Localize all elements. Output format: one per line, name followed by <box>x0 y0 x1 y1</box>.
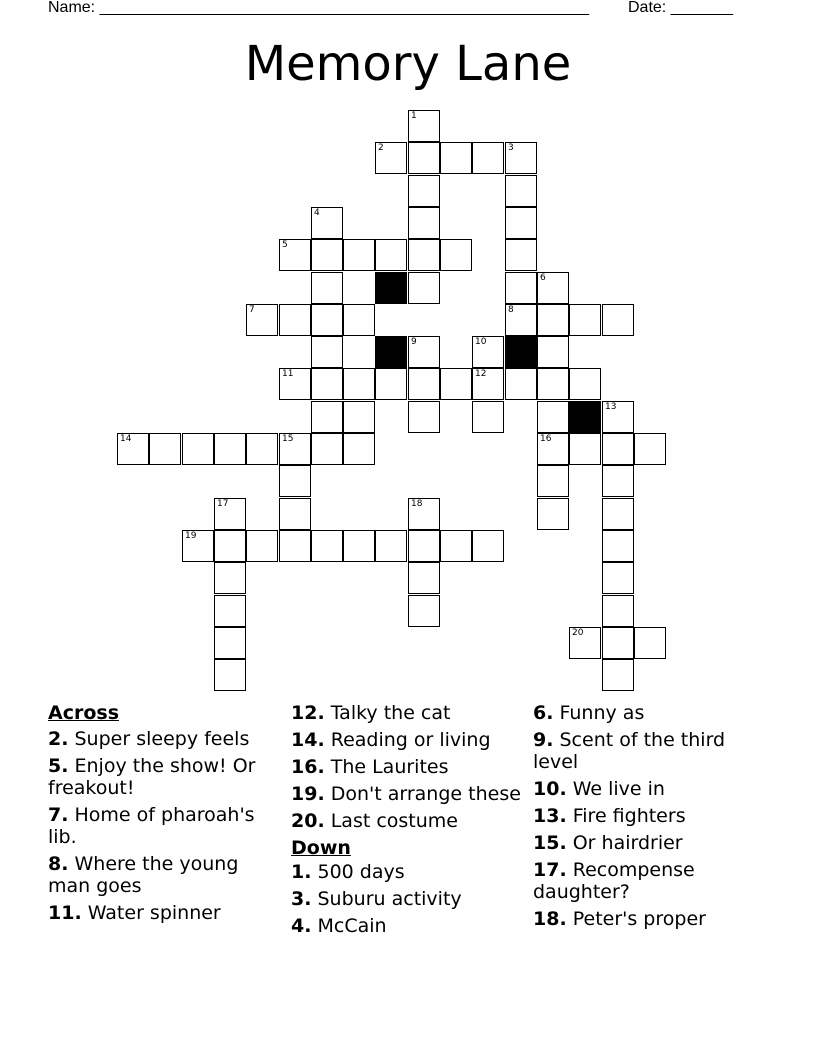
grid-cell[interactable] <box>279 304 311 336</box>
grid-cell[interactable] <box>408 401 440 433</box>
grid-cell[interactable] <box>408 595 440 627</box>
grid-cell[interactable] <box>408 142 440 174</box>
grid-cell[interactable] <box>246 304 278 336</box>
clue-number: 6 <box>540 273 546 283</box>
grid-cell[interactable] <box>182 530 214 562</box>
grid-cell[interactable] <box>214 530 246 562</box>
grid-cell[interactable] <box>408 110 440 142</box>
grid-cell[interactable] <box>311 239 343 271</box>
grid-cell[interactable] <box>214 627 246 659</box>
grid-cell[interactable] <box>214 433 246 465</box>
clue-down: 6. Funny as <box>533 702 645 724</box>
clue-number: 7 <box>249 305 255 315</box>
clue-down: 4. McCain <box>291 915 387 937</box>
grid-cell[interactable] <box>343 433 375 465</box>
name-field[interactable]: Name: _______________________________________________________ <box>48 0 589 16</box>
clue-down: 9. Scent of the third level <box>533 729 726 773</box>
grid-cell[interactable] <box>602 530 634 562</box>
clue-column-3 <box>533 702 765 935</box>
grid-cell[interactable] <box>440 142 472 174</box>
clue-number: 3 <box>508 143 514 153</box>
grid-cell[interactable] <box>569 433 601 465</box>
grid-cell[interactable] <box>472 142 504 174</box>
grid-cell[interactable] <box>602 304 634 336</box>
grid-cell[interactable] <box>634 433 666 465</box>
clue-across: 16. The Laurites <box>291 756 449 778</box>
grid-cell[interactable] <box>537 272 569 304</box>
grid-cell[interactable] <box>279 239 311 271</box>
clue-number: 5 <box>282 240 288 250</box>
clue-across: 11. Water spinner <box>48 902 221 924</box>
grid-cell[interactable] <box>505 142 537 174</box>
grid-cell[interactable] <box>279 498 311 530</box>
grid-cell[interactable] <box>311 336 343 368</box>
grid-cell[interactable] <box>279 433 311 465</box>
grid-cell[interactable] <box>472 401 504 433</box>
grid-cell[interactable] <box>472 336 504 368</box>
clue-number: 18 <box>411 499 423 509</box>
clue-number: 12 <box>475 369 487 379</box>
grid-block <box>375 336 407 368</box>
grid-cell[interactable] <box>375 530 407 562</box>
grid-cell[interactable] <box>505 272 537 304</box>
grid-cell[interactable] <box>505 175 537 207</box>
grid-cell[interactable] <box>505 207 537 239</box>
grid-cell[interactable] <box>311 401 343 433</box>
grid-cell[interactable] <box>311 368 343 400</box>
grid-cell[interactable] <box>182 433 214 465</box>
grid-cell[interactable] <box>569 304 601 336</box>
clue-across: 14. Reading or living <box>291 729 491 751</box>
grid-cell[interactable] <box>440 530 472 562</box>
clue-number: 10 <box>475 337 487 347</box>
header <box>48 0 748 20</box>
grid-cell[interactable] <box>440 239 472 271</box>
clue-down: 17. Recompense daughter? <box>533 859 695 903</box>
grid-cell[interactable] <box>375 239 407 271</box>
grid-cell[interactable] <box>569 627 601 659</box>
grid-cell[interactable] <box>537 465 569 497</box>
grid-cell[interactable] <box>311 207 343 239</box>
across-heading: Across <box>48 702 120 724</box>
grid-cell[interactable] <box>149 433 181 465</box>
clue-down: 15. Or hairdrier <box>533 832 683 854</box>
grid-block <box>375 272 407 304</box>
grid-cell[interactable] <box>505 368 537 400</box>
clue-down: 3. Suburu activity <box>291 888 462 910</box>
grid-cell[interactable] <box>472 368 504 400</box>
grid-cell[interactable] <box>408 562 440 594</box>
grid-cell[interactable] <box>279 465 311 497</box>
grid-cell[interactable] <box>569 368 601 400</box>
grid-cell[interactable] <box>279 368 311 400</box>
grid-cell[interactable] <box>408 498 440 530</box>
grid-cell[interactable] <box>343 368 375 400</box>
grid-cell[interactable] <box>408 239 440 271</box>
clue-across: 8. Where the young man goes <box>48 853 239 897</box>
grid-cell[interactable] <box>602 627 634 659</box>
grid-cell[interactable] <box>602 562 634 594</box>
grid-cell[interactable] <box>505 239 537 271</box>
grid-block <box>569 401 601 433</box>
down-heading: Down <box>291 837 351 859</box>
clue-down: 1. 500 days <box>291 861 405 883</box>
grid-cell[interactable] <box>311 433 343 465</box>
grid-cell[interactable] <box>375 142 407 174</box>
grid-cell[interactable] <box>634 627 666 659</box>
grid-cell[interactable] <box>343 401 375 433</box>
clue-number: 14 <box>120 434 132 444</box>
clue-down: 13. Fire fighters <box>533 805 686 827</box>
clue-column-2 <box>291 702 523 942</box>
grid-cell[interactable] <box>408 530 440 562</box>
grid-cell[interactable] <box>311 304 343 336</box>
clue-number: 17 <box>217 499 229 509</box>
clue-across: 12. Talky the cat <box>291 702 451 724</box>
grid-cell[interactable] <box>602 659 634 691</box>
grid-cell[interactable] <box>246 433 278 465</box>
grid-cell[interactable] <box>343 304 375 336</box>
grid-cell[interactable] <box>375 368 407 400</box>
grid-cell[interactable] <box>408 175 440 207</box>
grid-cell[interactable] <box>343 239 375 271</box>
clue-number: 20 <box>572 628 584 638</box>
grid-cell[interactable] <box>472 530 504 562</box>
grid-cell[interactable] <box>214 659 246 691</box>
clue-number: 1 <box>411 111 417 121</box>
grid-cell[interactable] <box>214 595 246 627</box>
grid-cell[interactable] <box>440 368 472 400</box>
clue-down: 18. Peter's proper <box>533 908 706 930</box>
clue-number: 19 <box>185 531 197 541</box>
grid-cell[interactable] <box>214 498 246 530</box>
clue-down: 10. We live in <box>533 778 665 800</box>
clue-number: 8 <box>508 305 514 315</box>
grid-cell[interactable] <box>408 272 440 304</box>
clue-number: 16 <box>540 434 552 444</box>
clue-across: 7. Home of pharoah's lib. <box>48 804 255 848</box>
grid-cell[interactable] <box>408 336 440 368</box>
clue-number: 11 <box>282 369 294 379</box>
grid-cell[interactable] <box>246 530 278 562</box>
grid-cell[interactable] <box>602 595 634 627</box>
clue-across: 5. Enjoy the show! Or freakout! <box>48 755 256 799</box>
grid-cell[interactable] <box>311 272 343 304</box>
grid-cell[interactable] <box>537 336 569 368</box>
clue-number: 4 <box>314 208 320 218</box>
grid-cell[interactable] <box>214 562 246 594</box>
clue-number: 15 <box>282 434 294 444</box>
grid-cell[interactable] <box>602 401 634 433</box>
grid-block <box>505 336 537 368</box>
clue-number: 2 <box>378 143 384 153</box>
clue-across: 2. Super sleepy feels <box>48 728 250 750</box>
clue-across: 19. Don't arrange these <box>291 783 521 805</box>
grid-cell[interactable] <box>537 401 569 433</box>
grid-cell[interactable] <box>602 433 634 465</box>
date-field[interactable]: Date: _______ <box>628 0 733 16</box>
grid-cell[interactable] <box>537 368 569 400</box>
grid-cell[interactable] <box>602 498 634 530</box>
grid-cell[interactable] <box>408 207 440 239</box>
grid-cell[interactable] <box>343 530 375 562</box>
clue-number: 9 <box>411 337 417 347</box>
clue-column-1 <box>48 702 280 929</box>
grid-cell[interactable] <box>311 530 343 562</box>
grid-cell[interactable] <box>537 304 569 336</box>
grid-cell[interactable] <box>537 433 569 465</box>
grid-cell[interactable] <box>279 530 311 562</box>
clue-number: 13 <box>605 402 617 412</box>
page-title: Memory Lane <box>244 36 572 92</box>
grid-cell[interactable] <box>602 465 634 497</box>
grid-cell[interactable] <box>117 433 149 465</box>
grid-cell[interactable] <box>408 368 440 400</box>
grid-cell[interactable] <box>537 498 569 530</box>
grid-cell[interactable] <box>505 304 537 336</box>
clue-across: 20. Last costume <box>291 810 458 832</box>
